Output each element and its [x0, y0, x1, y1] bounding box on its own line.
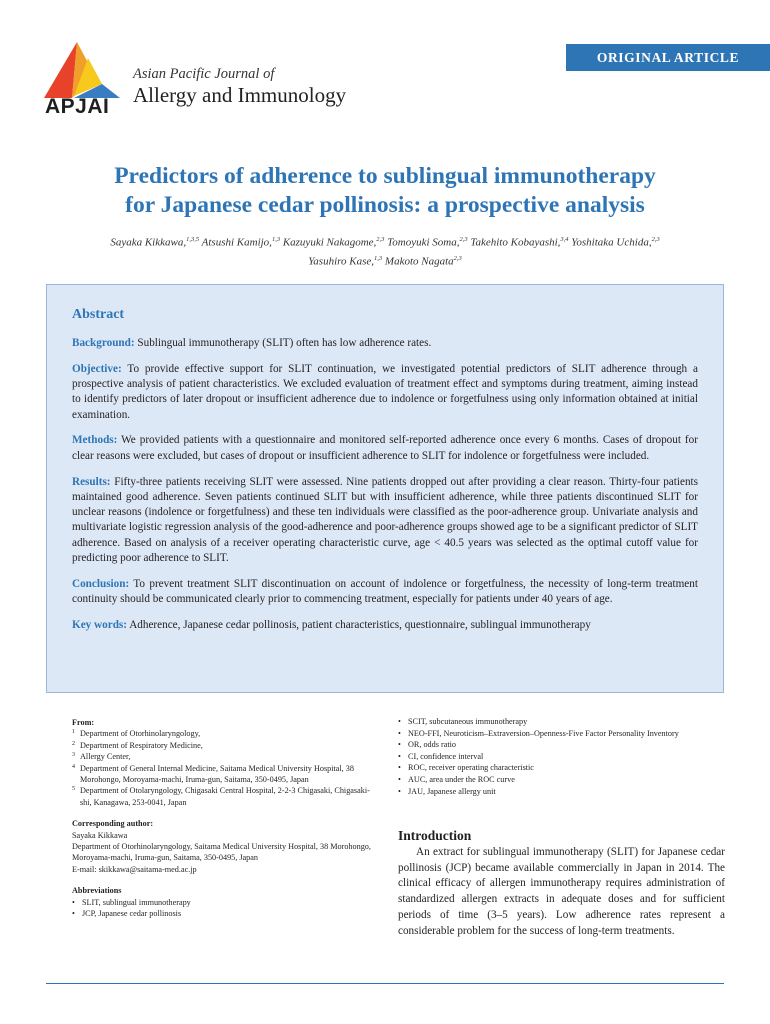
- author-name: Yoshitaka Uchida,: [571, 236, 652, 249]
- affiliation-number: 4: [72, 763, 75, 770]
- corresponding-name: Sayaka Kikkawa: [72, 830, 128, 840]
- abbreviation-item: • ROC, receiver operating characteristic: [398, 762, 725, 774]
- affiliation-number: 3: [72, 752, 75, 759]
- author-affiliation-sup: 2,3: [453, 254, 462, 262]
- author-name: Yasuhiro Kase,: [308, 255, 375, 268]
- author-affiliation-sup: 2,3: [459, 236, 468, 243]
- abstract-body: [72, 336, 698, 644]
- abstract-section-text: Sublingual immunotherapy (SLIT) often has low adherence rates.: [137, 337, 432, 349]
- introduction-paragraph: An extract for sublingual immunotherapy (SLIT) for Japanese cedar pollinosis (JCP) became available commercially in Japan in 2014. The clinical efficacy of allergen immunotherapy requires administration of standardized allergen extracts in adequate doses and for sufficient periods of time (3–5 years). Low adherence rates represent a considerable problem for the success of long-term treatments.: [398, 846, 725, 937]
- abstract-label: Conclusion:: [72, 577, 130, 590]
- abstract-label: Background:: [72, 337, 135, 349]
- author-affiliation-sup: 1,3: [271, 236, 281, 243]
- journal-name-line1: Asian Pacific Journal of: [133, 66, 275, 82]
- abbreviation-item: • JCP, Japanese cedar pollinosis: [72, 908, 372, 919]
- footer-divider: [46, 983, 724, 984]
- article-type-badge: ORIGINAL ARTICLE: [566, 44, 770, 71]
- title-line-1: Predictors of adherence to sublingual immunotherapy: [114, 163, 656, 189]
- abstract-background: [72, 336, 698, 351]
- abstract-section-text: To prevent treatment SLIT discontinuation on account of indolence or forgetfulness, the necessity of long-term treatment continuity should be communicated clearly prior to commencing treatment, especially for patients under 40 years of age.: [72, 577, 698, 606]
- author-affiliation-sup: 2,3: [376, 236, 385, 243]
- author-name: Makoto Nagata: [384, 255, 454, 268]
- affiliation-number: 2: [72, 740, 75, 747]
- author-list: [55, 232, 715, 269]
- abstract-label: Key words:: [72, 618, 127, 631]
- affiliation-item: [72, 751, 372, 762]
- corresponding-address: Department of Otorhinolaryngology, Saitama Medical University Hospital, 38 Morohongo, Moroyama-machi, Iruma-gun, Saitama, 350-0495, Japan: [72, 842, 371, 863]
- from-block: [72, 717, 372, 808]
- author-line-2: [55, 251, 715, 270]
- abbreviation-item: • SCIT, subcutaneous immunotherapy: [398, 716, 725, 728]
- abstract-label: Results:: [72, 475, 111, 488]
- affiliation-text: Department of Otolaryngology, Chigasaki Central Hospital, 2-2-3 Chigasaki, Chigasaki-shi, Kanagawa, 253-0041, Japan: [80, 786, 370, 807]
- affiliation-text: Department of Respiratory Medicine,: [80, 740, 203, 750]
- affiliation-text: Allergy Center,: [80, 752, 131, 762]
- corresponding-email: E-mail: skikkawa@saitama-med.ac.jp: [72, 864, 197, 874]
- abstract-keywords: [72, 618, 698, 633]
- title-line-2: for Japanese cedar pollinosis: a prospective analysis: [125, 192, 645, 218]
- abstract-methods: [72, 433, 698, 464]
- abstract-results: [72, 475, 698, 567]
- author-line-1: [55, 232, 715, 251]
- author-name: Tomoyuki Soma,: [387, 236, 460, 249]
- abbreviation-item: • CI, confidence interval: [398, 751, 725, 763]
- affiliations-column: [72, 717, 372, 930]
- abstract-section-text: Adherence, Japanese cedar pollinosis, patient characteristics, questionnaire, sublingual immunotherapy: [129, 618, 591, 631]
- affiliation-item: [72, 740, 372, 751]
- abstract-section-text: Fifty-three patients receiving SLIT were assessed. Nine patients dropped out after providing a clear reason. Thirty-four patients maintained good adherence. Seven patients continued SLIT but with insufficient adherence, while three patients discontinued SLIT for unclear reasons (indolence or forgetfulness) and these ten individuals were classified as the poor-adherence group. Univariate analysis and multivariate logistic regression analysis of the good-adherence and poor-adherence groups showed age to be a significant predictor of SLIT adherence. Based on analysis of a receiver operating characteristic curve, age < 40.5 years was selected as the optimal cutoff value for predicting poor adherence to SLIT.: [72, 475, 699, 565]
- affiliation-text: Department of General Internal Medicine, Saitama Medical University Hospital, 38 Morohongo, Moroyama-machi, Iruma-gun, Saitama, 350-0495, Japan: [80, 763, 354, 785]
- from-heading: From:: [72, 718, 95, 727]
- abbreviations-heading: Abbreviations: [72, 886, 122, 896]
- abbreviation-item: • NEO-FFI, Neuroticism–Extraversion–Openness-Five Factor Personality Inventory: [398, 728, 725, 740]
- affiliation-item: [72, 785, 372, 808]
- journal-name-line2: Allergy and Immunology: [133, 83, 347, 107]
- corresponding-heading: Corresponding author:: [72, 819, 154, 829]
- affiliation-item: [72, 728, 372, 739]
- author-affiliation-sup: 3,4: [560, 236, 569, 243]
- abbreviation-item: • JAU, Japanese allergy unit: [398, 786, 725, 798]
- affiliation-number: 5: [72, 786, 75, 793]
- author-affiliation-sup: 1,3: [374, 254, 383, 262]
- abstract-label: Objective:: [72, 362, 122, 375]
- affiliation-number: 1: [72, 729, 75, 736]
- abbreviations-block: [72, 885, 372, 919]
- abstract-conclusion: [72, 577, 698, 608]
- affiliation-text: Department of Otorhinolaryngology,: [80, 729, 201, 739]
- article-title: [60, 162, 710, 220]
- introduction-heading: Introduction: [398, 828, 472, 843]
- abstract-heading: Abstract: [72, 307, 125, 322]
- affiliation-item: [72, 763, 372, 786]
- author-affiliation-sup: 2,3: [651, 236, 660, 243]
- abbreviation-item: • OR, odds ratio: [398, 739, 725, 751]
- logo-wordmark: APJAI: [45, 95, 110, 118]
- author-name: Kazuyuki Nakagome,: [282, 236, 377, 249]
- abstract-section-text: To provide effective support for SLIT continuation, we investigated potential predictors of SLIT adherence through a prospective analysis of patient characteristics. We excluded evaluation of treatment effect and symptoms during treatment, aiming instead to identify predictors of later dropout or insufficient adherence due to indolence or forgetfulness using only information obtained at initial examination.: [72, 362, 698, 421]
- abstract-section-text: We provided patients with a questionnaire and monitored self-reported adherence once every 6 months. Cases of dropout for clear reasons were excluded, but cases of dropout or insufficient adherence to SLIT for indolence or forgetfulness were included.: [72, 434, 698, 462]
- author-affiliation-sup: 1,3,5: [186, 236, 200, 243]
- abbreviation-item: • AUC, area under the ROC curve: [398, 774, 725, 786]
- author-name: Atsushi Kamijo,: [201, 236, 272, 249]
- author-name: Sayaka Kikkawa,: [110, 236, 187, 249]
- abstract-label: Methods:: [72, 434, 118, 447]
- corresponding-author-block: [72, 818, 372, 875]
- abbreviation-item: • SLIT, sublingual immunotherapy: [72, 897, 372, 908]
- abstract-objective: [72, 362, 698, 423]
- author-name: Takehito Kobayashi,: [470, 236, 561, 249]
- abbreviations-continued: [398, 716, 725, 797]
